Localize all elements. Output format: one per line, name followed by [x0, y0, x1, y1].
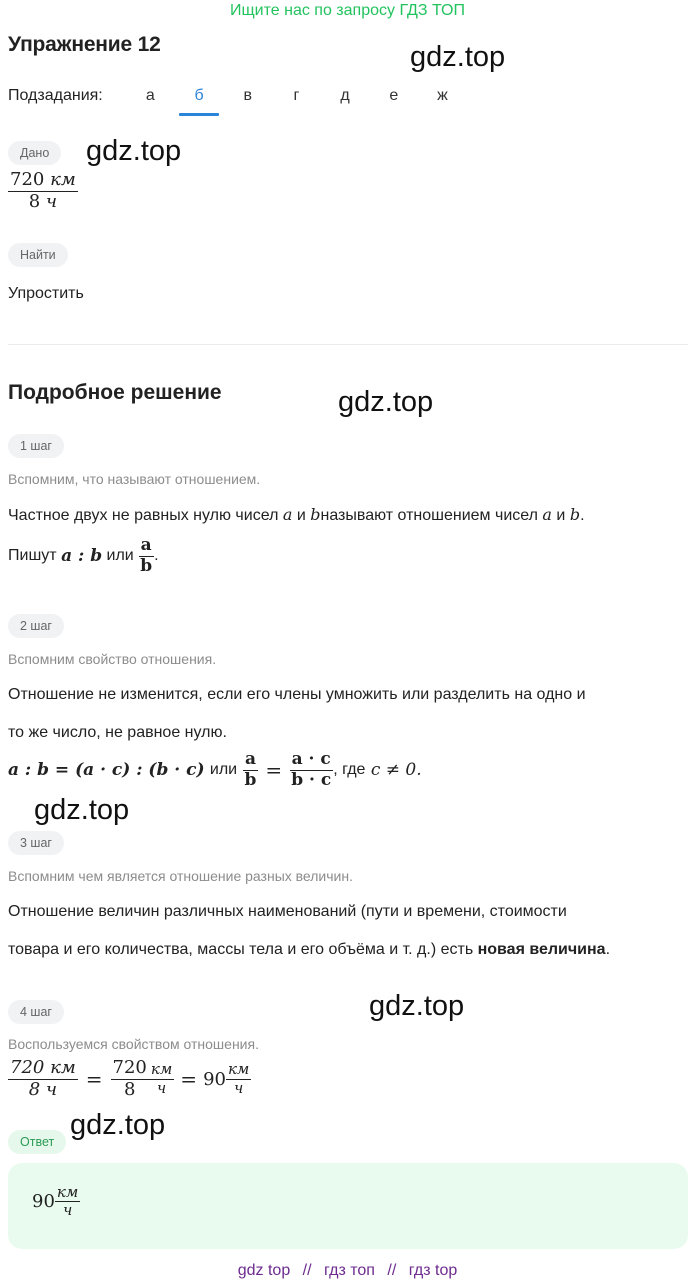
watermark: gdz.top: [70, 1109, 166, 1141]
watermark: gdz.top: [338, 386, 434, 418]
step-4-formula: $\frac{720 км}{8 ч}$ = $\frac{720}{8}$ $\frac{км}{ч}$ = 90 $\frac{км}{ч}$: [10, 1057, 250, 1100]
footer-links: [0, 1262, 695, 1280]
step-1-badge: 1 шаг: [8, 434, 64, 458]
step-1-hint: Вспомним, что называют отношением.: [8, 471, 261, 487]
exercise-title: Упражнение 12: [8, 33, 161, 56]
footer-separator: //: [387, 1262, 397, 1279]
step-1-line-2: Пишут a : b или $\frac{a}{b}$ .: [8, 535, 159, 576]
step-4-hint: Воспользуемся свойством отношения.: [8, 1036, 259, 1052]
solution-title: Подробное решение: [8, 381, 222, 404]
subtasks-label: Подзадания:: [8, 87, 103, 104]
watermark: gdz.top: [410, 41, 506, 73]
find-badge: Найти: [8, 243, 68, 267]
step-2-badge: 2 шаг: [8, 614, 64, 638]
watermark: gdz.top: [369, 990, 465, 1022]
footer-link[interactable]: gdz top: [237, 1262, 291, 1279]
search-promo-banner: Ищите нас по запросу ГДЗ ТОП: [230, 2, 465, 19]
footer-link[interactable]: гдз top: [408, 1262, 458, 1279]
subtask-tab-e[interactable]: е: [389, 87, 399, 104]
step-3-hint: Вспомним чем является отношение разных величин.: [8, 868, 353, 884]
subtask-tab-v[interactable]: в: [243, 87, 252, 104]
given-den-unit: ч: [45, 190, 58, 212]
section-divider: [8, 344, 688, 345]
find-text: Упростить: [8, 285, 84, 302]
answer-box: [8, 1163, 688, 1249]
step-1-line-1: Частное двух не равных нулю чисел a и bназывают отношением чисел a и b.: [8, 505, 585, 524]
step-3-text: Отношение величин различных наименований (пути и времени, стоимости товара и его количества, массы тела и его объёма и т. д.) есть новая величина.: [8, 903, 611, 958]
subtask-tab-d[interactable]: д: [340, 87, 350, 104]
subtask-tab-b[interactable]: б: [175, 80, 224, 116]
watermark: gdz.top: [86, 135, 182, 167]
subtask-tab-zh[interactable]: ж: [437, 87, 448, 104]
subtask-tab-g[interactable]: г: [293, 87, 300, 104]
subtask-tab-a[interactable]: а: [145, 87, 155, 104]
given-fraction: [8, 170, 78, 212]
given-den-value: 8: [28, 190, 41, 212]
given-num-value: 720: [10, 169, 45, 190]
answer-badge: Ответ: [8, 1130, 66, 1154]
answer-value: 90 $\frac{км}{ч}$: [32, 1183, 79, 1220]
step-2-formula: a : b = (a · c) : (b · c) или $\frac{a}{b}$ = $\frac{a \cdot c}{b \cdot c}$ , где c ≠ 0.: [8, 749, 422, 790]
footer-separator: //: [302, 1262, 312, 1279]
given-num-unit: км: [50, 169, 76, 190]
watermark: gdz.top: [34, 794, 130, 826]
given-badge: Дано: [8, 141, 61, 165]
step-2-hint: Вспомним свойство отношения.: [8, 651, 217, 667]
step-3-badge: 3 шаг: [8, 831, 64, 855]
step-2-text: Отношение не изменится, если его члены умножить или разделить на одно и то же число, не равное нулю.: [8, 686, 586, 741]
subtasks-tabs: [126, 80, 467, 116]
footer-link[interactable]: гдз топ: [324, 1262, 375, 1279]
step-4-badge: 4 шаг: [8, 1000, 64, 1024]
